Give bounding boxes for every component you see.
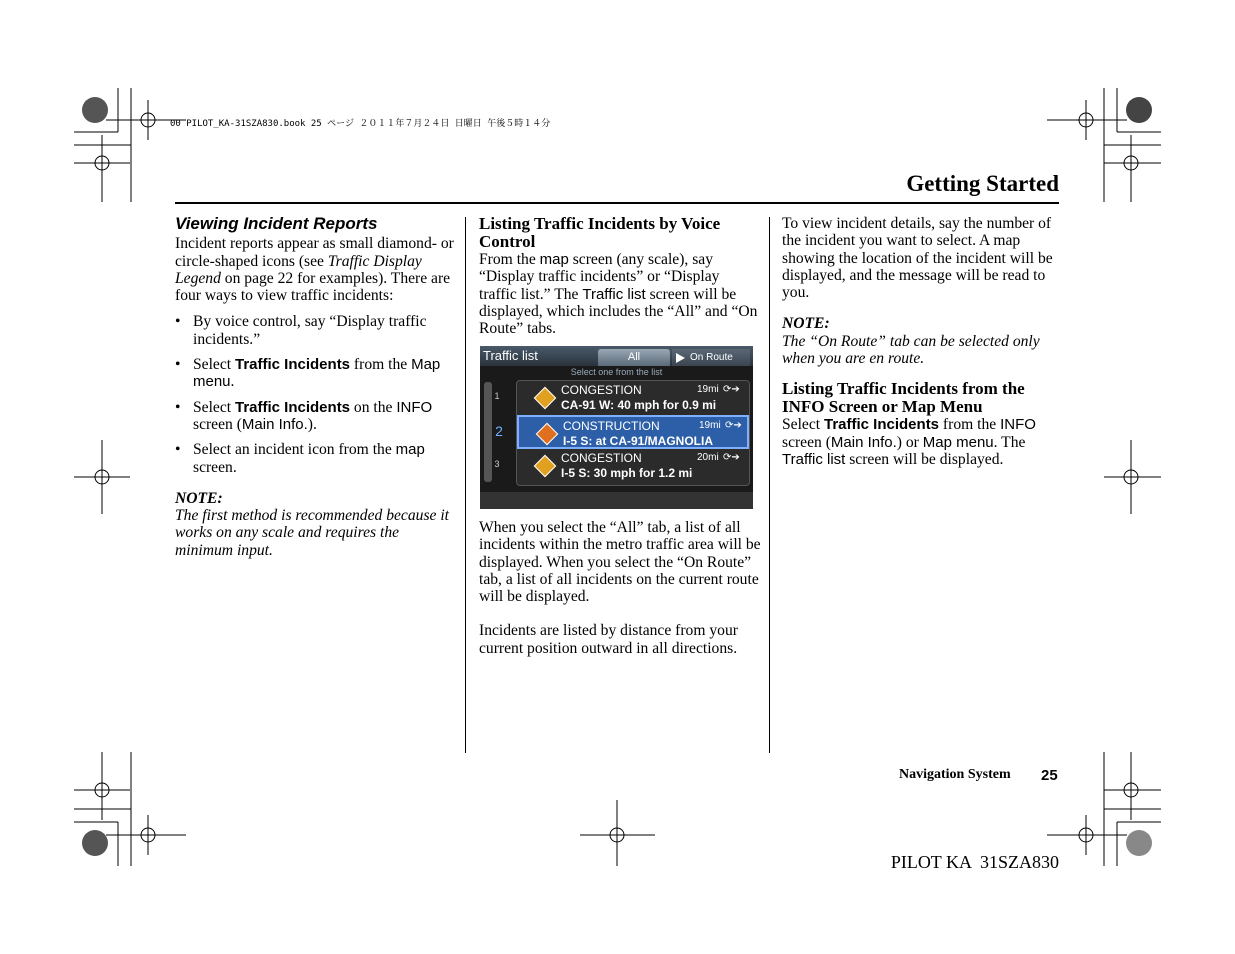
section-heading-viewing-incidents: Viewing Incident Reports (175, 214, 378, 233)
column-2-lower (479, 519, 761, 657)
direction-icon: ⟳➔ (723, 384, 740, 395)
note-body: The first method is recommended because it works on any scale and requires the minimum input. (175, 507, 449, 559)
column-1 (175, 215, 457, 559)
document-code: PILOT KA 31SZA830 (890, 852, 1059, 872)
page-title: Getting Started (906, 171, 1059, 196)
list-item: • Select Traffic Incidents on the INFO screen (Main Info.). (175, 399, 457, 434)
column-3 (782, 215, 1060, 468)
cross-reference: Traffic Display Legend (175, 252, 422, 287)
incident-icon (534, 455, 557, 478)
file-header: 00 PILOT_KA-31SZA830.book 25 ページ ２０１１年７月２４日 日曜日 午後５時１４分 (170, 119, 551, 129)
incident-row-2: 2 CONSTRUCTION 19mi ⟳➔ I-5 S: at CA-91/MAGNOLIA (517, 415, 749, 449)
note-heading: NOTE: (175, 489, 223, 507)
traffic-list-screenshot (480, 346, 753, 509)
incident-row-1: 1 CONGESTION 19mi ⟳➔ CA-91 W: 40 mph for 0.9 mi (494, 383, 740, 412)
tabs-paragraph: When you select the “All” tab, a list of all incidents within the metro traffic area will be displayed. When you select the “On Route” tab, a list of all incidents on the current route will be displayed. (479, 519, 761, 606)
screen-footer-bar (480, 492, 753, 509)
direction-icon: ⟳➔ (723, 452, 740, 463)
intro-paragraph: Incident reports appear as small diamond- or circle-shaped icons (see Traffic Display Legend on page 22 for examples). There are four ways to view traffic incidents: (175, 235, 454, 305)
section-heading-info-screen: Listing Traffic Incidents from the INFO Screen or Map Menu (782, 379, 1025, 417)
header-rule (175, 202, 1059, 204)
tab-all: All (598, 349, 670, 366)
order-paragraph: Incidents are listed by distance from your current position outward in all directions. (479, 622, 738, 657)
column-divider-1 (465, 217, 466, 753)
note-body: The “On Route” tab can be selected only when you are en route. (782, 332, 1040, 368)
incident-icon (534, 387, 557, 410)
direction-icon: ⟳➔ (725, 420, 742, 431)
screen-subtitle: Select one from the list (570, 367, 663, 377)
note-heading: NOTE: (782, 315, 830, 333)
arrow-icon (676, 353, 685, 363)
construction-icon (536, 423, 559, 446)
column-divider-2 (769, 217, 770, 753)
screen-title: Traffic list (483, 348, 538, 363)
info-paragraph: Select Traffic Incidents from the INFO screen (Main Info.) or Map menu. The Traffic list screen will be displayed. (782, 416, 1036, 468)
footer-section: Navigation System (899, 767, 1011, 782)
incident-row-3: 3 CONGESTION 20mi ⟳➔ I-5 S: 30 mph for 1.2 mi (494, 451, 740, 480)
column-2 (479, 215, 761, 337)
incident-list (494, 380, 750, 486)
voice-paragraph: From the map screen (any scale), say “Display traffic incidents” or “Display traffic list.” The Traffic list screen will be displayed, which includes the “All” and “On Route” tabs. (479, 251, 758, 338)
list-item: • Select an incident icon from the map screen. (175, 441, 457, 476)
section-heading-voice-control: Listing Traffic Incidents by Voice Control (479, 214, 721, 251)
details-paragraph: To view incident details, say the number of the incident you want to select. A map showing the location of the incident will be displayed, and the message will be read to you. (782, 215, 1053, 302)
methods-list (175, 313, 457, 475)
list-item: • By voice control, say “Display traffic incidents.” (175, 313, 457, 348)
page-number: 25 (1041, 767, 1058, 784)
tab-on-route: On Route (672, 349, 750, 366)
list-item: • Select Traffic Incidents from the Map menu. (175, 356, 457, 391)
